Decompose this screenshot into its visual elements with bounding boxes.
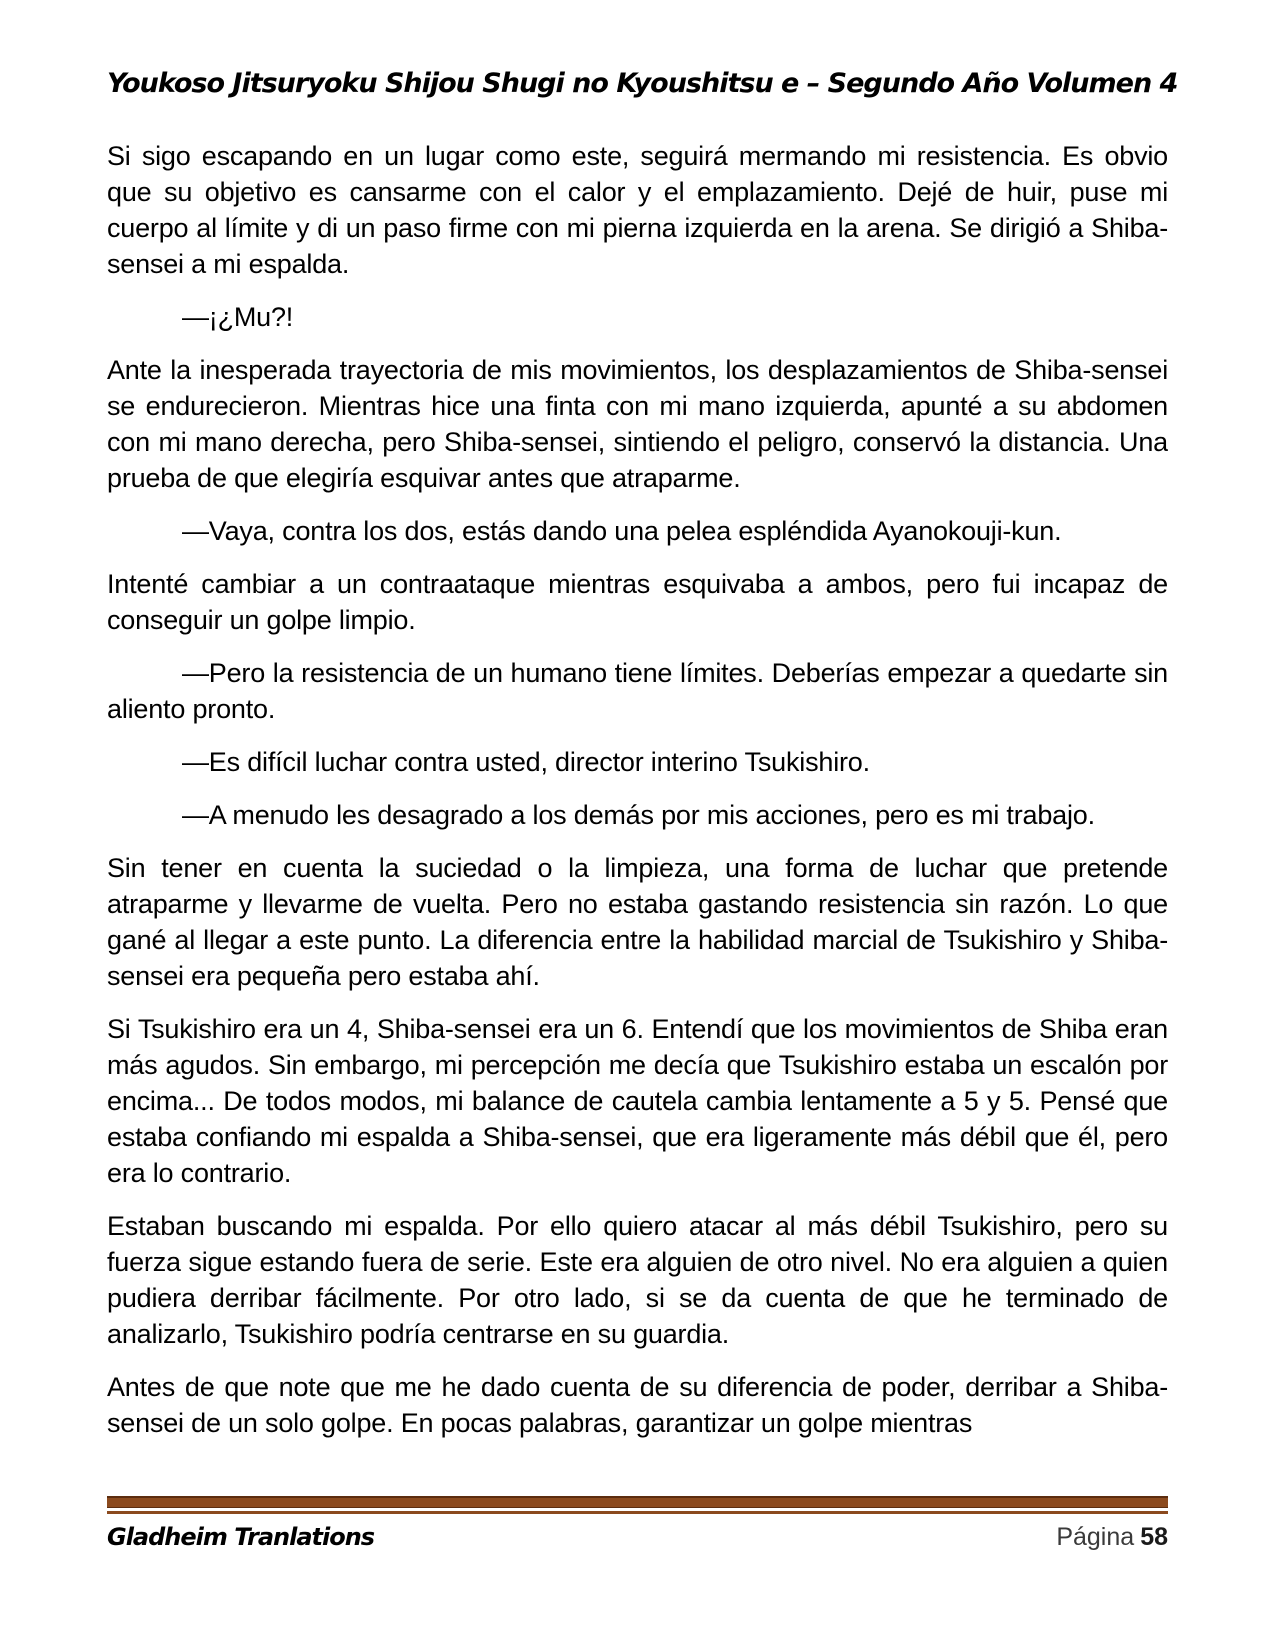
paragraph: Sin tener en cuenta la suciedad o la limpieza, una forma de luchar que pretende atraparme y llevarme de vuelta. Pero no estaba gastando resistencia sin razón. Lo que gané al llegar a este punto. La diferencia entre la habilidad marcial de Tsukishiro y Shiba-sensei era pequeña pero estaba ahí. (107, 853, 1168, 991)
paragraph: —Pero la resistencia de un humano tiene límites. Deberías empezar a quedarte sin aliento pronto. (107, 658, 1168, 724)
page-body (107, 138, 1168, 1490)
footer-divider-thick-bar (107, 1496, 1168, 1508)
paragraph: —¡¿Mu?! (182, 302, 294, 332)
footer-row (107, 1523, 1168, 1552)
footer-divider (107, 1496, 1168, 1514)
paragraph: Ante la inesperada trayectoria de mis movimientos, los desplazamientos de Shiba-sensei se endurecieron. Mientras hice una finta con mi mano izquierda, apunté a su abdomen con mi mano derecha, pero Shiba-sensei, sintiendo el peligro, conservó la distancia. Una prueba de que elegiría esquivar antes que atraparme. (107, 355, 1168, 493)
paragraph: Antes de que note que me he dado cuenta de su diferencia de poder, derribar a Shiba-sensei de un solo golpe. En pocas palabras, garantizar un golpe mientras (107, 1372, 1168, 1438)
page-header (107, 68, 1178, 99)
paragraph: Si sigo escapando en un lugar como este, seguirá mermando mi resistencia. Es obvio que su objetivo es cansarme con el calor y el emplazamiento. Dejé de huir, puse mi cuerpo al límite y di un paso firme con mi pierna izquierda en la arena. Se dirigió a Shiba-sensei a mi espalda. (107, 141, 1168, 279)
footer-brand: Gladheim Tranlations (107, 1523, 375, 1551)
paragraph: Si Tsukishiro era un 4, Shiba-sensei era un 6. Entendí que los movimientos de Shiba eran más agudos. Sin embargo, mi percepción me decía que Tsukishiro estaba un escalón por encima... De todos modos, mi balance de cautela cambia lentamente a 5 y 5. Pensé que estaba confiando mi espalda a Shiba-sensei, que era ligeramente más débil que él, pero era lo contrario. (107, 1014, 1168, 1188)
footer-divider-thin-bar (107, 1511, 1168, 1514)
paragraph: —Es difícil luchar contra usted, director interino Tsukishiro. (182, 747, 870, 777)
paragraph: Intenté cambiar a un contraataque mientras esquivaba a ambos, pero fui incapaz de conseguir un golpe limpio. (107, 569, 1168, 635)
page-header-title: Youkoso Jitsuryoku Shijou Shugi no Kyoushitsu e – Segundo Año Volumen 4 (107, 68, 1178, 99)
footer-page-label: Página (1056, 1523, 1135, 1551)
paragraph: Estaban buscando mi espalda. Por ello quiero atacar al más débil Tsukishiro, pero su fuerza sigue estando fuera de serie. Este era alguien de otro nivel. No era alguien a quien pudiera derribar fácilmente. Por otro lado, si se da cuenta de que he terminado de analizarlo, Tsukishiro podría centrarse en su guardia. (107, 1211, 1168, 1349)
page-footer (107, 1496, 1168, 1552)
paragraph: —Vaya, contra los dos, estás dando una pelea espléndida Ayanokouji-kun. (182, 516, 1062, 546)
paragraph: —A menudo les desagrado a los demás por mis acciones, pero es mi trabajo. (182, 800, 1095, 830)
footer-page-indicator (1056, 1523, 1168, 1552)
footer-page-number: 58 (1140, 1523, 1168, 1551)
